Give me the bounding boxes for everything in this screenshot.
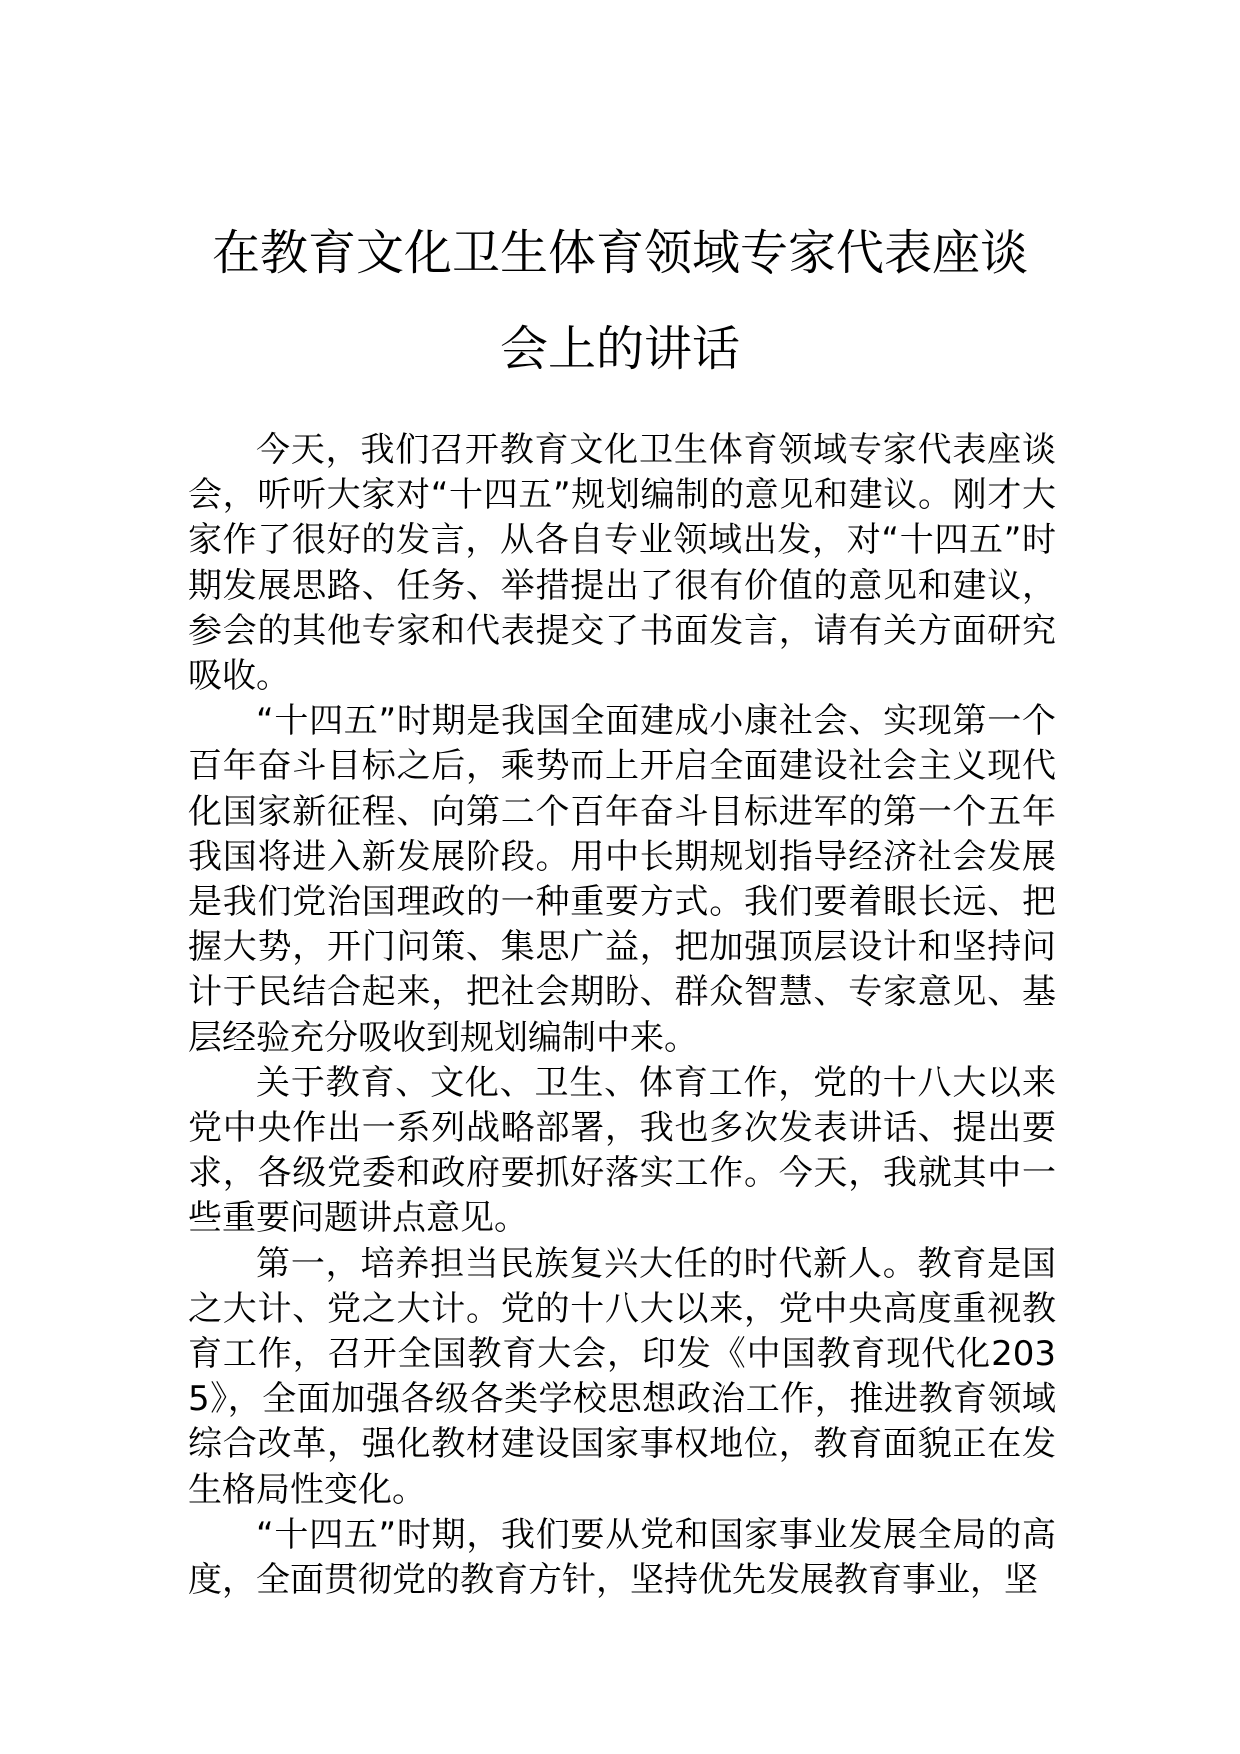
paragraph: 关于教育、文化、卫生、体育工作，党的十八大以来党中央作出一系列战略部署，我也多次发表讲话、提出要求，各级党委和政府要抓好落实工作。今天，我就其中一些重要问题讲点意见。: [188, 1062, 1056, 1239]
document-body: [188, 428, 1056, 1603]
paragraph: 第一，培养担当民族复兴大任的时代新人。教育是国之大计、党之大计。党的十八大以来，党中央高度重视教育工作，召开全国教育大会，印发《中国教育现代化2035》，全面加强各级各类学校思想政治工作，推进教育领域综合改革，强化教材建设国家事权地位，教育面貌正在发生格局性变化。: [188, 1243, 1056, 1510]
document-title: 在教育文化卫生体育领域专家代表座谈会上的讲话: [211, 225, 1028, 377]
paragraph: “十四五”时期，我们要从党和国家事业发展全局的高度，全面贯彻党的教育方针，坚持优先发展教育事业，坚: [188, 1514, 1056, 1601]
paragraph: “十四五”时期是我国全面建成小康社会、实现第一个百年奋斗目标之后，乘势而上开启全面建设社会主义现代化国家新征程、向第二个百年奋斗目标进军的第一个五年我国将进入新发展阶段。用中长期规划指导经济社会发展是我们党治国理政的一种重要方式。我们要着眼长远、把握大势，开门问策、集思广益，把加强顶层设计和坚持问计于民结合起来，把社会期盼、群众智慧、专家意见、基层经验充分吸收到规划编制中来。: [188, 701, 1056, 1058]
paragraph: 今天，我们召开教育文化卫生体育领域专家代表座谈会，听听大家对“十四五”规划编制的意见和建议。刚才大家作了很好的发言，从各自专业领域出发，对“十四五”时期发展思路、任务、举措提出了很有价值的意见和建议，参会的其他专家和代表提交了书面发言，请有关方面研究吸收。: [188, 430, 1056, 697]
